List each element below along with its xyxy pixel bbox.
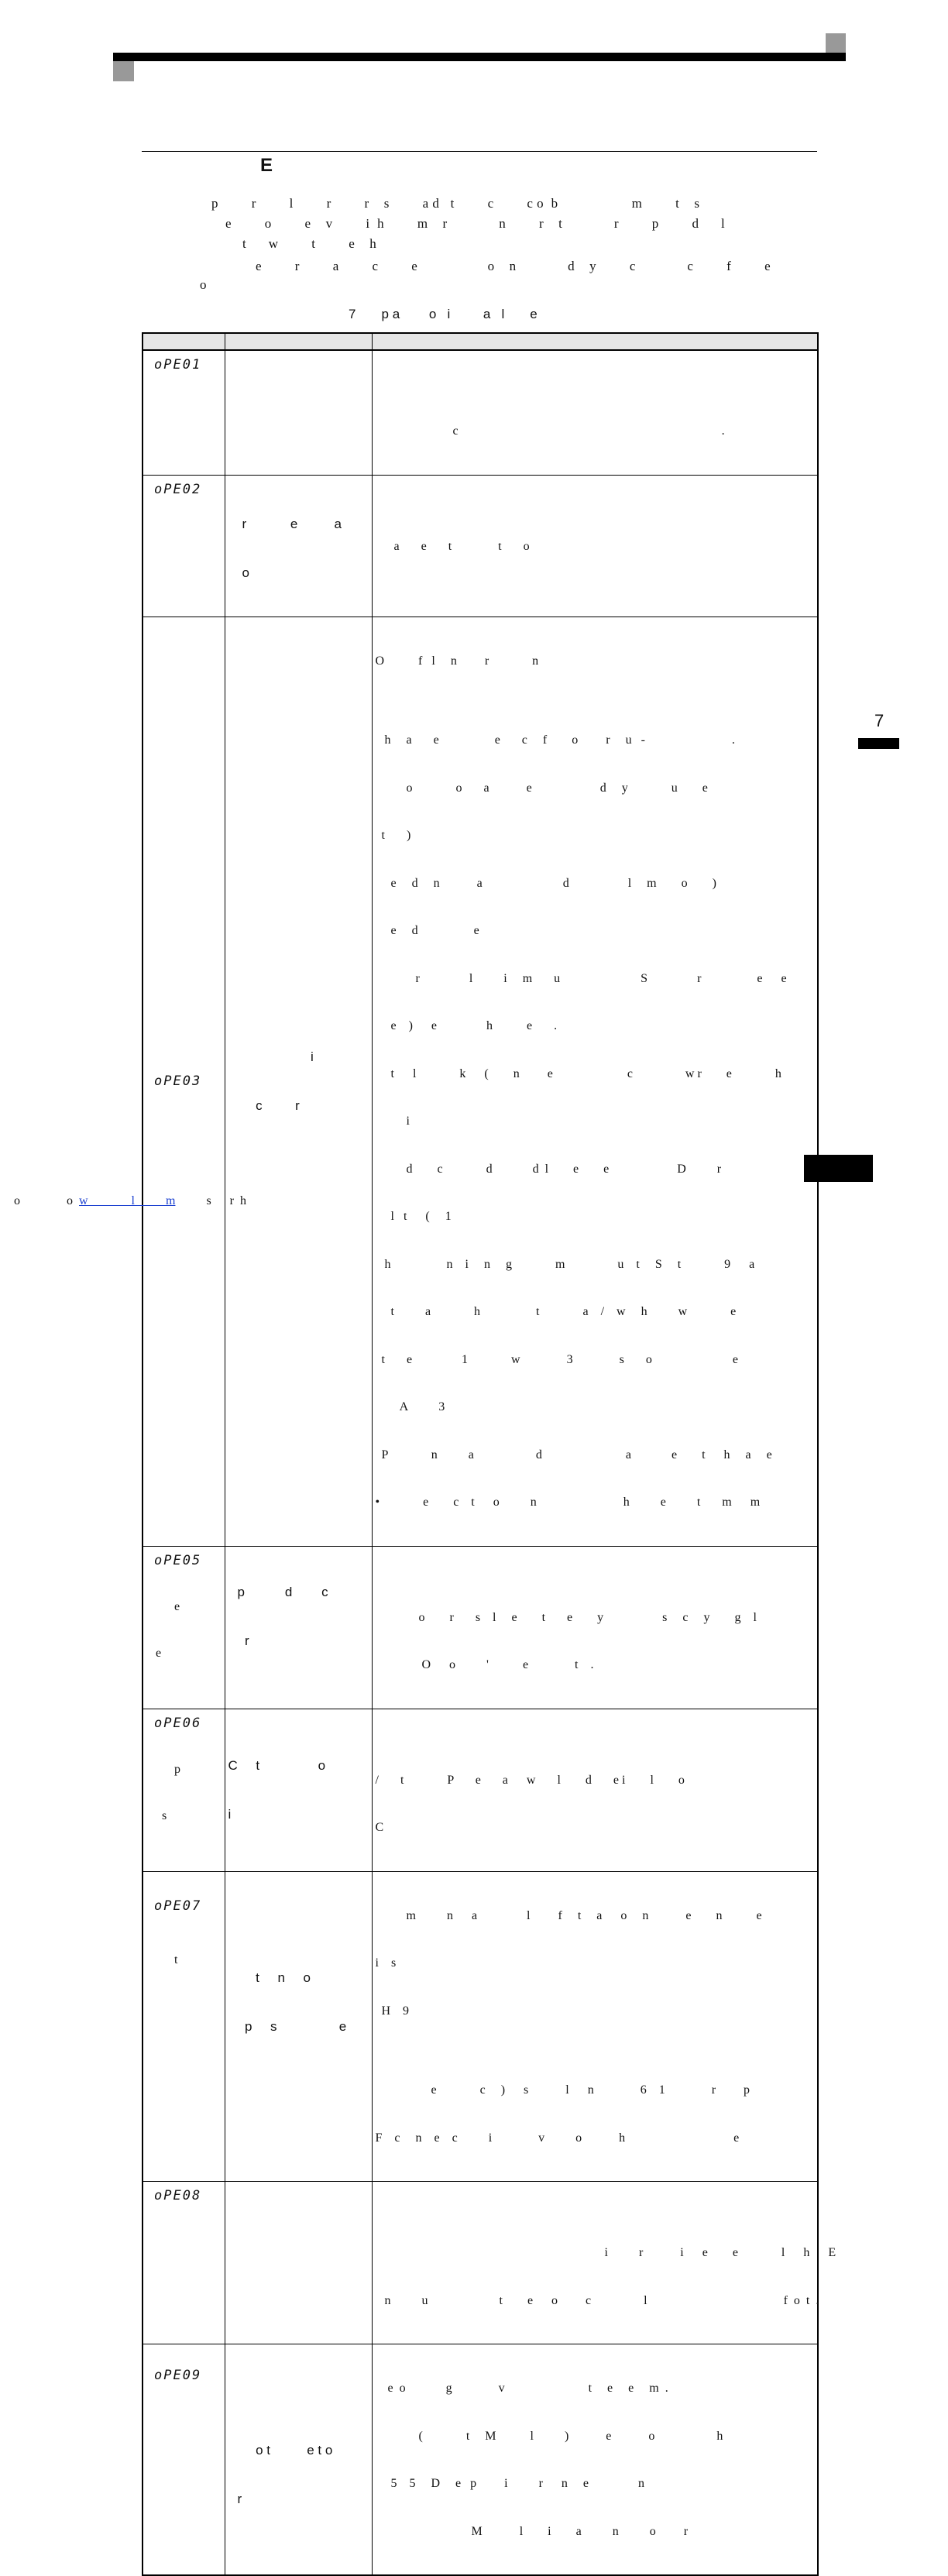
cause-line: e d e <box>375 924 479 937</box>
cause-line: h a e e c f o r u - . <box>375 733 735 747</box>
footer <box>14 1194 246 1208</box>
footer-link[interactable]: w l m <box>79 1194 176 1207</box>
header-cell-cause <box>372 333 818 350</box>
cause-cell <box>372 350 818 475</box>
cause-line: O f l n r n <box>375 654 539 668</box>
display-cell <box>143 1709 225 1871</box>
meaning-line: i <box>237 1049 314 1064</box>
cause-cell <box>372 2344 818 2576</box>
error-code: oPE05 <box>154 1552 202 1568</box>
display-cell <box>143 1546 225 1709</box>
chapter-tab-number: 7 <box>874 711 884 730</box>
cause-line: M l i a n o r <box>375 2524 689 2538</box>
cause-cell <box>372 1546 818 1709</box>
cause-line: e c ) s l n 6 1 r p <box>375 2083 750 2097</box>
meaning-line: r e a <box>242 516 342 531</box>
intro-line: p r l r r s a d t c c o b m t s <box>211 196 700 211</box>
header-cell-display <box>143 333 225 350</box>
section-rule <box>142 151 817 152</box>
cause-line: F c n e c i v o h e <box>375 2131 740 2145</box>
display-cell <box>143 2344 225 2576</box>
meaning-line: o <box>242 565 249 580</box>
meaning-line: r <box>237 1633 249 1648</box>
meaning-cell <box>225 617 372 1546</box>
cause-line: e o g v t e e m . <box>375 2382 668 2395</box>
cause-line: H 9 <box>375 2004 410 2018</box>
display-note-line: e <box>146 1599 180 1613</box>
display-note-line: s <box>146 1808 167 1822</box>
intro-paragraph <box>142 194 817 254</box>
chapter-tab-bar <box>858 738 899 749</box>
meaning-line: r <box>237 2492 242 2506</box>
intro-line: e r a c e o n d y c c f e <box>256 259 771 273</box>
meaning-cell <box>225 350 372 475</box>
meaning-line: c r <box>237 1098 300 1113</box>
meaning-cell <box>225 475 372 617</box>
meaning-cell <box>225 1709 372 1871</box>
error-code: oPE09 <box>154 2368 202 2383</box>
cause-line: C <box>375 1821 384 1834</box>
cause-line: o r s l e t e y s c y g l <box>375 1610 757 1624</box>
cause-cell <box>372 2182 836 2344</box>
error-code: oPE06 <box>154 1715 202 1731</box>
cause-line: P n a d a e t h a e <box>375 1448 772 1461</box>
cause-line: ( t M l ) e o h <box>375 2429 723 2443</box>
meaning-cell <box>225 2344 372 2576</box>
cause-line: n u t e o c l f o t . <box>375 2293 819 2307</box>
footer-text: o o <box>14 1194 79 1207</box>
page-number-box <box>804 1155 873 1182</box>
cause-line: e ) e h e . <box>375 1019 558 1032</box>
cause-line: i <box>375 1115 410 1128</box>
cause-line: r l i m u S r e e <box>375 971 787 985</box>
cause-line: h n i n g m u t S t 9 a <box>375 1257 755 1271</box>
cause-line: t e 1 w 3 s o e <box>375 1352 738 1366</box>
cause-line: t a h t a / w h w e <box>375 1305 737 1318</box>
display-cell <box>143 617 225 1546</box>
cause-line: a e t t o <box>375 539 530 553</box>
meaning-line: i <box>228 1806 232 1822</box>
cause-line: c . <box>375 424 725 438</box>
cause-line: • e c t o n h e t m m <box>375 1496 761 1509</box>
table-row <box>143 2344 818 2576</box>
table-row <box>143 475 818 617</box>
table-row <box>143 350 818 475</box>
display-note-line: p <box>146 1762 180 1776</box>
cause-line: O o ' e t . <box>375 1658 594 1671</box>
intro-line: o <box>200 277 207 292</box>
cause-line: t l k ( n e c w r e h <box>375 1066 781 1080</box>
top-rule-bar <box>113 53 846 61</box>
table-row <box>143 1709 818 1871</box>
meaning-cell <box>225 1546 372 1709</box>
cause-line: d c d d l e e D r <box>375 1162 722 1176</box>
error-code: oPE08 <box>154 2188 202 2203</box>
cause-cell <box>372 1871 818 2182</box>
cause-line: e d n a d l m o ) <box>375 876 716 890</box>
section-heading: E <box>260 155 273 176</box>
table-header-row <box>143 333 818 350</box>
meaning-line: o t e t o <box>237 2443 333 2458</box>
display-cell <box>143 1871 225 2182</box>
error-code: oPE02 <box>154 481 202 497</box>
corner-square-top-right <box>826 33 846 53</box>
intro-paragraph-2 <box>142 257 817 294</box>
table-row <box>143 2182 818 2344</box>
header-cell-meaning <box>225 333 372 350</box>
display-cell <box>143 475 225 617</box>
table-row <box>143 1546 818 1709</box>
meaning-cell <box>225 2182 372 2344</box>
cause-line: l t ( 1 <box>375 1210 452 1223</box>
meaning-line: p d c <box>237 1584 328 1599</box>
display-note-line: e <box>146 1646 162 1660</box>
display-cell <box>143 2182 225 2344</box>
cause-cell <box>372 1709 818 1871</box>
error-code: oPE01 <box>154 357 202 373</box>
cause-line: t ) <box>375 829 411 842</box>
meaning-line: C t o <box>228 1757 326 1773</box>
intro-line: e o e v i h m r n r t r p d l <box>225 216 726 231</box>
cause-line: m n a l f t a o n e n e <box>375 1908 762 1922</box>
ope-error-table <box>142 332 836 2576</box>
table-row <box>143 1871 818 2182</box>
footer-text: s r h <box>175 1194 247 1207</box>
cause-line: 5 5 D e p i r n e n <box>375 2477 645 2490</box>
cause-line: i r i e e l h E <box>375 2246 836 2259</box>
cause-line: o o a e d y u e <box>375 781 708 795</box>
cause-line: A 3 <box>375 1400 445 1413</box>
error-code: oPE07 <box>154 1898 202 1914</box>
error-code: oPE03 <box>154 1073 202 1089</box>
cause-line: / t P e a w l d e i l o <box>375 1773 685 1787</box>
display-note-line: t <box>146 1953 178 1966</box>
corner-square-top-left <box>113 61 134 81</box>
cause-cell <box>372 617 818 1546</box>
table-caption: 7 p a o i a l e <box>349 307 538 321</box>
table-row <box>143 617 818 1546</box>
meaning-line: p s e <box>237 2018 347 2034</box>
cause-cell <box>372 475 818 617</box>
meaning-cell <box>225 1871 372 2182</box>
cause-line: i s <box>375 1956 397 1970</box>
intro-line: t w t e h <box>242 236 377 251</box>
meaning-line: t n o <box>237 1970 311 1985</box>
display-cell <box>143 350 225 475</box>
